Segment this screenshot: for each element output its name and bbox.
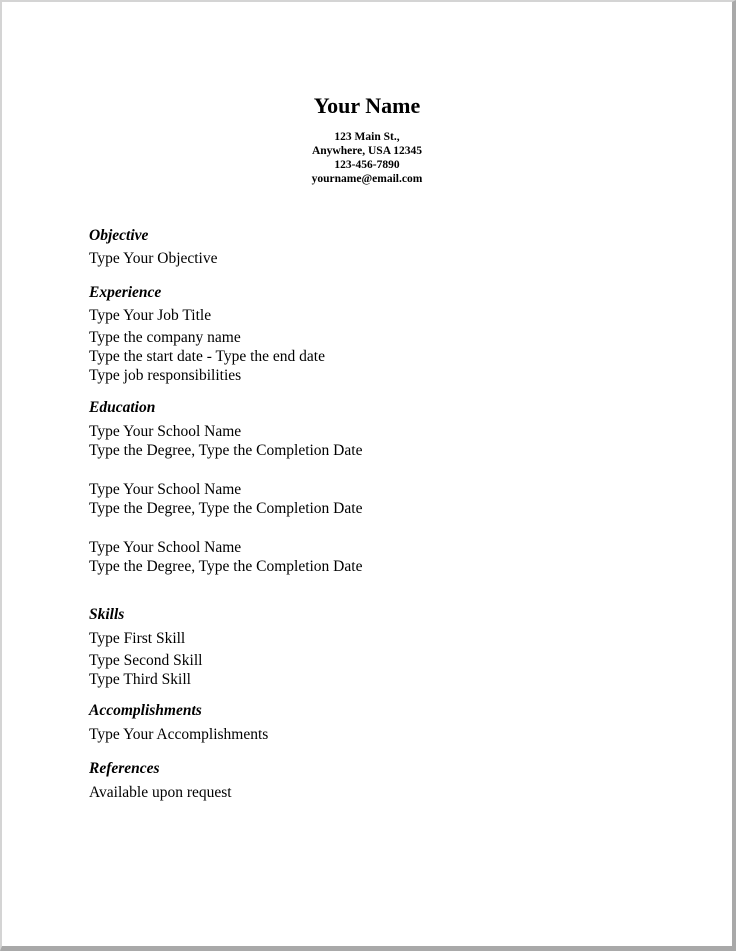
employment-dates: Type the start date - Type the end date — [89, 348, 325, 365]
references-title: References — [89, 760, 160, 777]
company-name: Type the company name — [89, 329, 241, 346]
candidate-name: Your Name — [313, 93, 421, 118]
accomplishments-title: Accomplishments — [89, 702, 202, 719]
objective-text: Type Your Objective — [89, 250, 218, 267]
skill-item: Type Third Skill — [89, 671, 191, 688]
education-section — [89, 398, 689, 576]
references-text: Available upon request — [89, 784, 232, 801]
job-responsibilities: Type job responsibilities — [89, 367, 242, 384]
school-name: Type Your School Name — [89, 481, 242, 498]
email-address: yourname@email.com — [311, 173, 423, 185]
resume-header — [2, 92, 732, 186]
skill-item: Type Second Skill — [89, 652, 203, 669]
objective-title: Objective — [89, 227, 149, 244]
school-name: Type Your School Name — [89, 423, 242, 440]
phone-number: 123-456-7890 — [334, 159, 400, 171]
address-line-2: Anywhere, USA 12345 — [311, 145, 422, 157]
degree-info: Type the Degree, Type the Completion Date — [89, 500, 363, 517]
contact-info — [2, 130, 732, 186]
objective-section — [89, 226, 689, 268]
experience-section — [89, 283, 689, 385]
degree-info: Type the Degree, Type the Completion Date — [89, 442, 363, 459]
accomplishments-text: Type Your Accomplishments — [89, 726, 269, 743]
skills-title: Skills — [89, 606, 125, 623]
education-title: Education — [89, 399, 156, 416]
references-section — [89, 759, 689, 802]
skill-item: Type First Skill — [89, 630, 186, 647]
degree-info: Type the Degree, Type the Completion Date — [89, 558, 363, 575]
skills-section — [89, 605, 689, 689]
school-name: Type Your School Name — [89, 539, 242, 556]
address-line-1: 123 Main St., — [334, 131, 400, 143]
job-title: Type Your Job Title — [89, 307, 212, 324]
experience-title: Experience — [89, 284, 162, 301]
accomplishments-section — [89, 701, 689, 744]
